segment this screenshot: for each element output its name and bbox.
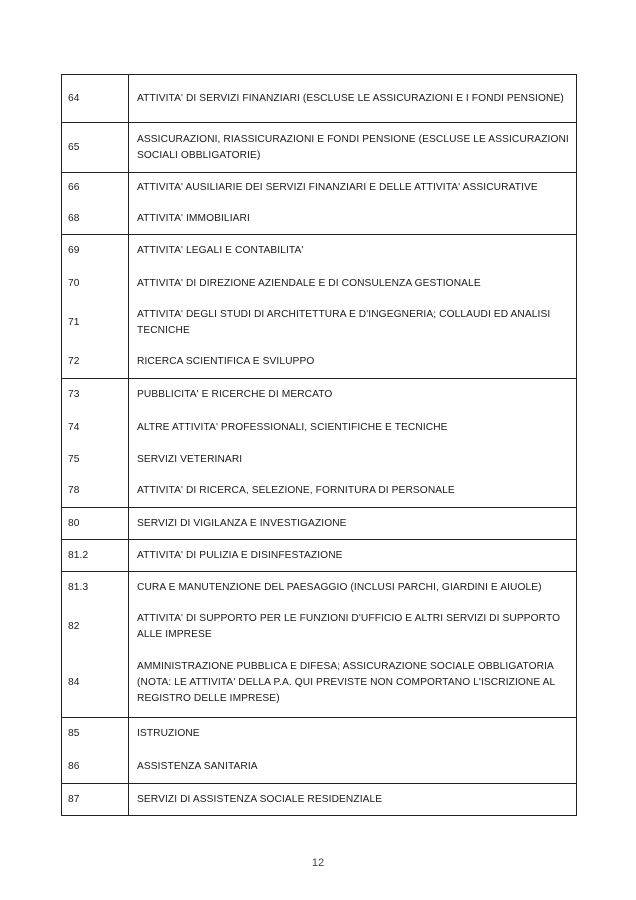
table-row bbox=[62, 751, 577, 784]
table-row bbox=[62, 572, 577, 605]
code-cell: 86 bbox=[62, 751, 129, 784]
description-cell: ATTIVITA' DI SUPPORTO PER LE FUNZIONI D'UFFICIO E ALTRI SERVIZI DI SUPPORTO ALLE IMPRESE bbox=[129, 605, 577, 650]
description-cell: SERVIZI VETERINARI bbox=[129, 444, 577, 476]
table-row bbox=[62, 75, 577, 123]
table-row bbox=[62, 508, 577, 540]
table-body bbox=[62, 75, 577, 816]
table-row bbox=[62, 268, 577, 301]
description-cell: RICERCA SCIENTIFICA E SVILUPPO bbox=[129, 346, 577, 379]
description-cell: ISTRUZIONE bbox=[129, 718, 577, 751]
table-row bbox=[62, 605, 577, 650]
table-row bbox=[62, 540, 577, 572]
code-cell: 72 bbox=[62, 346, 129, 379]
description-cell: ATTIVITA' DI SERVIZI FINANZIARI (ESCLUSE LE ASSICURAZIONI E I FONDI PENSIONE) bbox=[129, 75, 577, 123]
code-cell: 70 bbox=[62, 268, 129, 301]
description-cell: ASSICURAZIONI, RIASSICURAZIONI E FONDI PENSIONE (ESCLUSE LE ASSICURAZIONI SOCIALI OBBLIGATORIE) bbox=[129, 123, 577, 173]
table-row bbox=[62, 444, 577, 476]
code-cell: 87 bbox=[62, 784, 129, 816]
code-cell: 78 bbox=[62, 476, 129, 508]
description-cell: ATTIVITA' DI PULIZIA E DISINFESTAZIONE bbox=[129, 540, 577, 572]
table-row bbox=[62, 235, 577, 268]
code-cell: 65 bbox=[62, 123, 129, 173]
description-cell: ATTIVITA' LEGALI E CONTABILITA' bbox=[129, 235, 577, 268]
description-cell: SERVIZI DI ASSISTENZA SOCIALE RESIDENZIALE bbox=[129, 784, 577, 816]
page-number: 12 bbox=[311, 857, 325, 869]
activity-codes-table bbox=[61, 74, 577, 816]
table-row bbox=[62, 346, 577, 379]
code-cell: 64 bbox=[62, 75, 129, 123]
code-cell: 81.2 bbox=[62, 540, 129, 572]
description-cell: ATTIVITA' DI DIREZIONE AZIENDALE E DI CONSULENZA GESTIONALE bbox=[129, 268, 577, 301]
description-cell: ASSISTENZA SANITARIA bbox=[129, 751, 577, 784]
code-cell: 81.3 bbox=[62, 572, 129, 605]
table-row bbox=[62, 379, 577, 412]
description-cell: SERVIZI DI VIGILANZA E INVESTIGAZIONE bbox=[129, 508, 577, 540]
table-row bbox=[62, 412, 577, 444]
description-cell: ATTIVITA' IMMOBILIARI bbox=[129, 204, 577, 235]
code-cell: 85 bbox=[62, 718, 129, 751]
table-row bbox=[62, 173, 577, 204]
code-cell: 75 bbox=[62, 444, 129, 476]
table-row bbox=[62, 650, 577, 718]
description-cell: ATTIVITA' DEGLI STUDI DI ARCHITETTURA E D'INGEGNERIA; COLLAUDI ED ANALISI TECNICHE bbox=[129, 301, 577, 346]
description-cell: ATTIVITA' DI RICERCA, SELEZIONE, FORNITURA DI PERSONALE bbox=[129, 476, 577, 508]
table-row bbox=[62, 476, 577, 508]
table-row bbox=[62, 301, 577, 346]
description-cell: PUBBLICITA' E RICERCHE DI MERCATO bbox=[129, 379, 577, 412]
code-cell: 69 bbox=[62, 235, 129, 268]
table-row bbox=[62, 784, 577, 816]
code-cell: 84 bbox=[62, 650, 129, 718]
description-cell: ALTRE ATTIVITA' PROFESSIONALI, SCIENTIFICHE E TECNICHE bbox=[129, 412, 577, 444]
code-cell: 74 bbox=[62, 412, 129, 444]
description-cell: CURA E MANUTENZIONE DEL PAESAGGIO (INCLUSI PARCHI, GIARDINI E AIUOLE) bbox=[129, 572, 577, 605]
code-cell: 71 bbox=[62, 301, 129, 346]
description-cell: ATTIVITA' AUSILIARIE DEI SERVIZI FINANZIARI E DELLE ATTIVITA' ASSICURATIVE bbox=[129, 173, 577, 204]
code-cell: 80 bbox=[62, 508, 129, 540]
table-row bbox=[62, 204, 577, 235]
code-cell: 66 bbox=[62, 173, 129, 204]
code-cell: 73 bbox=[62, 379, 129, 412]
description-cell: AMMINISTRAZIONE PUBBLICA E DIFESA; ASSICURAZIONE SOCIALE OBBLIGATORIA (NOTA: LE ATTIVITA' DELLA P.A. QUI PREVISTE NON COMPORTANO L'ISCRIZIONE AL REGISTRO DELLE IMPRESE) bbox=[129, 650, 577, 718]
code-cell: 82 bbox=[62, 605, 129, 650]
code-cell: 68 bbox=[62, 204, 129, 235]
table-row bbox=[62, 123, 577, 173]
table-row bbox=[62, 718, 577, 751]
